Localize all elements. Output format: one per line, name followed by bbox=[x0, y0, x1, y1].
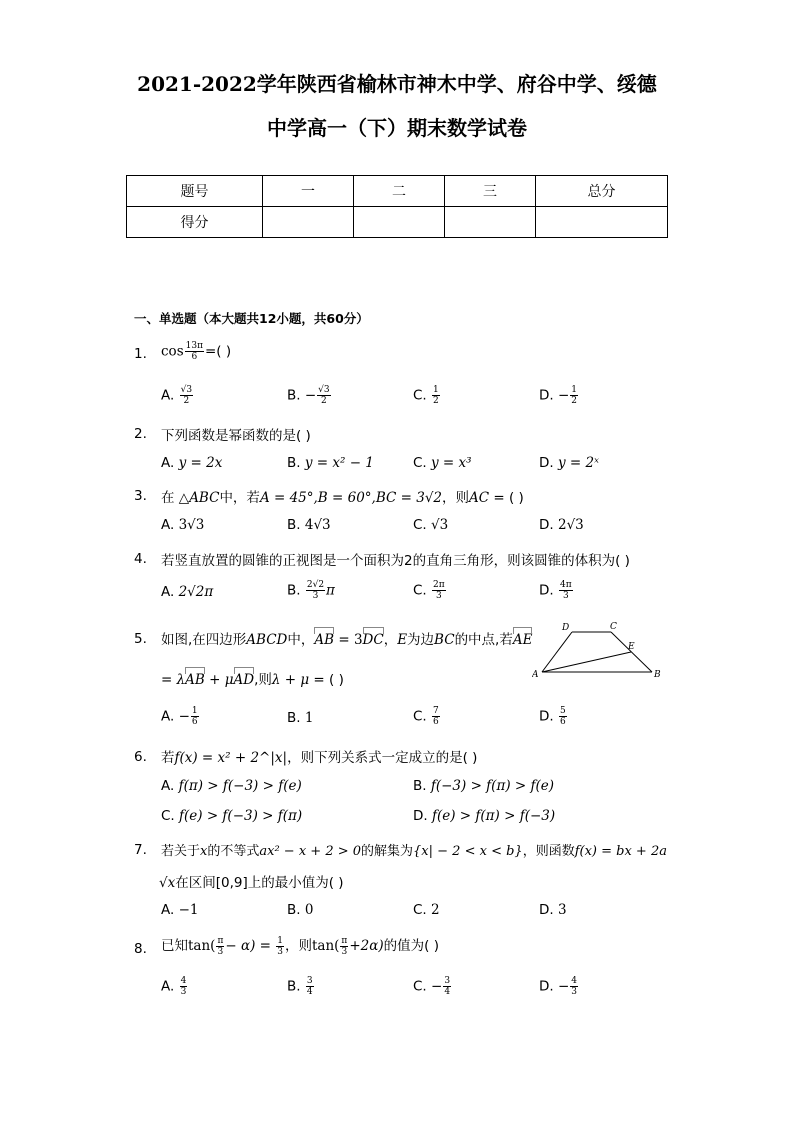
option-text: √3 bbox=[431, 517, 449, 533]
label-b: B bbox=[654, 670, 661, 680]
option-d[interactable] bbox=[539, 517, 584, 533]
score-cell: 得分 bbox=[127, 207, 263, 238]
option-label: A. bbox=[161, 584, 175, 600]
option-label: D. − bbox=[539, 387, 570, 404]
question-number: 5. bbox=[134, 631, 147, 647]
option-label: B. bbox=[413, 778, 427, 794]
option-a[interactable] bbox=[161, 584, 213, 600]
question-2-stem: 下列函数是幂函数的是( ) bbox=[161, 428, 311, 444]
edge-cb bbox=[611, 632, 652, 672]
stem-text: 已知 bbox=[161, 938, 188, 954]
frac-num: 13π bbox=[185, 341, 203, 351]
option-b[interactable] bbox=[287, 385, 332, 406]
stem-text: 如图,在四边形 bbox=[161, 632, 247, 648]
math-text: f(x) = bx + 2a bbox=[574, 844, 667, 859]
option-c[interactable] bbox=[413, 580, 447, 601]
option-c[interactable] bbox=[413, 517, 448, 533]
math-text: = 3 bbox=[334, 632, 363, 648]
math-text: = λ bbox=[161, 672, 186, 688]
vector-ad bbox=[234, 672, 255, 688]
stem-text: 为边 bbox=[407, 632, 435, 648]
frac-num: 2√2 bbox=[306, 580, 325, 590]
label-d: D bbox=[562, 623, 570, 633]
math-text: AB bbox=[314, 632, 335, 648]
option-a[interactable] bbox=[161, 778, 302, 794]
fraction bbox=[432, 580, 446, 601]
score-cell[interactable] bbox=[354, 207, 445, 238]
option-b[interactable] bbox=[287, 580, 335, 601]
score-table-score-row bbox=[127, 207, 668, 238]
fraction bbox=[443, 976, 451, 997]
math-text: tan( bbox=[188, 938, 216, 954]
vector-dc bbox=[363, 632, 384, 648]
option-text: f(e) > f(−3) > f(π) bbox=[179, 808, 303, 824]
option-text: y = x³ bbox=[431, 455, 472, 471]
frac-num: π bbox=[217, 935, 224, 946]
frac-den: 2 bbox=[433, 396, 439, 406]
question-number: 1. bbox=[134, 346, 147, 362]
quadrilateral-figure bbox=[532, 620, 662, 682]
score-cell[interactable] bbox=[536, 207, 668, 238]
option-text: −1 bbox=[178, 902, 199, 918]
option-b[interactable] bbox=[287, 517, 331, 533]
fraction bbox=[340, 936, 348, 957]
option-text: f(π) > f(−3) > f(e) bbox=[178, 778, 302, 794]
frac-den: 2 bbox=[183, 396, 190, 406]
option-a[interactable] bbox=[161, 706, 200, 727]
math-text: AD bbox=[233, 672, 255, 688]
frac-den: 6 bbox=[191, 717, 198, 727]
fraction bbox=[180, 976, 188, 997]
option-d[interactable] bbox=[413, 808, 555, 824]
option-a[interactable] bbox=[161, 902, 199, 918]
score-cell: 总分 bbox=[536, 176, 668, 207]
stem-text: 的中点,若 bbox=[454, 632, 513, 648]
option-b[interactable] bbox=[413, 778, 554, 794]
fraction bbox=[185, 341, 204, 362]
fraction bbox=[276, 936, 284, 957]
question-1-stem bbox=[161, 341, 231, 362]
option-label: C. − bbox=[413, 978, 443, 995]
fraction bbox=[432, 385, 440, 406]
score-cell[interactable] bbox=[263, 207, 354, 238]
option-text: 4√3 bbox=[304, 517, 331, 533]
math-text: ABC bbox=[189, 490, 220, 506]
option-label: D. bbox=[539, 517, 554, 533]
question-number: 8. bbox=[134, 941, 147, 957]
math-text: ax² − x + 2 > 0 bbox=[259, 844, 362, 859]
option-label: C. bbox=[413, 902, 427, 918]
stem-text: 若关于 bbox=[161, 844, 201, 859]
option-text: 2√3 bbox=[557, 517, 584, 533]
option-a[interactable] bbox=[161, 976, 188, 997]
math-text: +2α) bbox=[349, 938, 384, 954]
exam-title-line2: 中学高一（下）期末数学试卷 bbox=[267, 116, 527, 140]
frac-den: 6 bbox=[433, 717, 439, 727]
math-text: {x| − 2 < x < b} bbox=[413, 844, 523, 859]
math-text: − α) = bbox=[225, 938, 276, 954]
math-text: A = 45°,B = 60°,BC = 3√2 bbox=[259, 490, 443, 506]
score-table-header-row bbox=[127, 176, 668, 207]
fraction bbox=[191, 706, 199, 727]
option-d[interactable] bbox=[539, 976, 579, 997]
option-label: A. bbox=[161, 978, 175, 995]
question-number: 4. bbox=[134, 551, 147, 567]
option-text: 2 bbox=[431, 902, 440, 918]
stem-text: ， bbox=[383, 632, 398, 648]
option-label: D. bbox=[539, 455, 554, 471]
option-label: D. bbox=[539, 708, 554, 725]
stem-text: 若 bbox=[161, 750, 175, 766]
question-number: 2. bbox=[134, 426, 147, 442]
score-table bbox=[126, 175, 668, 238]
frac-den: 3 bbox=[180, 987, 187, 997]
question-7-stem-line2 bbox=[159, 871, 344, 891]
math-text: λ + μ bbox=[271, 672, 310, 688]
option-label: A. − bbox=[161, 708, 190, 725]
math-text: AE bbox=[512, 632, 533, 648]
stem-text: 中，若 bbox=[219, 490, 260, 506]
question-3-stem bbox=[161, 486, 524, 506]
math-text: + μ bbox=[204, 672, 234, 688]
option-d[interactable] bbox=[539, 455, 599, 471]
math-text: AB bbox=[185, 672, 205, 688]
vector-ab bbox=[314, 632, 334, 648]
question-8-stem bbox=[161, 934, 439, 957]
fraction bbox=[306, 580, 325, 601]
option-label: A. bbox=[161, 455, 175, 471]
math-text: √x bbox=[159, 875, 176, 891]
score-cell: 三 bbox=[445, 176, 536, 207]
option-b[interactable] bbox=[287, 710, 313, 726]
frac-den: 4 bbox=[306, 987, 313, 997]
option-text: 0 bbox=[304, 902, 314, 918]
option-label: D. bbox=[539, 582, 554, 599]
frac-den: 3 bbox=[341, 946, 348, 957]
frac-num: √3 bbox=[180, 385, 193, 395]
frac-den: 2 bbox=[321, 396, 327, 406]
option-b[interactable] bbox=[287, 902, 313, 918]
option-label: B. bbox=[287, 978, 301, 995]
fraction bbox=[559, 706, 567, 727]
frac-num: 1 bbox=[191, 706, 198, 716]
fraction bbox=[180, 385, 193, 406]
frac-num: 4π bbox=[559, 580, 572, 590]
fraction bbox=[570, 976, 578, 997]
math-text: x bbox=[200, 844, 208, 859]
option-c[interactable] bbox=[413, 455, 472, 471]
question-4-stem: 若竖直放置的圆锥的正视图是一个面积为2的直角三角形，则该圆锥的体积为( ) bbox=[161, 553, 630, 569]
question-7-stem-line1 bbox=[161, 840, 667, 859]
fraction bbox=[317, 385, 330, 406]
fraction bbox=[559, 580, 573, 601]
option-label: B. − bbox=[287, 387, 317, 404]
option-a[interactable] bbox=[161, 455, 222, 471]
frac-num: 7 bbox=[433, 706, 439, 716]
stem-text: 中， bbox=[287, 632, 315, 648]
math-text: f(x) = x² + 2^|x| bbox=[174, 750, 288, 766]
frac-den: 3 bbox=[217, 946, 224, 957]
frac-num: 4 bbox=[180, 976, 187, 986]
stem-text: ，则 bbox=[284, 938, 312, 954]
math-text: BC bbox=[434, 632, 455, 648]
option-text: 1 bbox=[304, 710, 314, 726]
math-text: AC bbox=[469, 490, 490, 506]
option-label: B. bbox=[287, 710, 301, 726]
option-label: B. bbox=[287, 517, 301, 533]
exam-title-line1: 2021-2022学年陕西省榆林市神木中学、府谷中学、绥德 bbox=[137, 72, 657, 96]
option-label: A. bbox=[161, 902, 175, 918]
option-c[interactable] bbox=[413, 385, 441, 406]
frac-num: 1 bbox=[433, 385, 439, 395]
option-label: D. bbox=[413, 808, 428, 824]
option-text: y = x² − 1 bbox=[304, 455, 374, 471]
fraction bbox=[570, 385, 578, 406]
stem-text: = ( ) bbox=[489, 490, 524, 506]
math-text: tan( bbox=[311, 938, 340, 954]
vector-ae bbox=[513, 632, 533, 648]
frac-num: 3 bbox=[306, 976, 313, 986]
option-label: D. bbox=[539, 902, 554, 918]
question-6-stem bbox=[161, 746, 477, 766]
frac-den: 2 bbox=[571, 396, 578, 406]
frac-den: 3 bbox=[312, 591, 319, 601]
option-label: C. bbox=[413, 517, 427, 533]
option-text: 3 bbox=[557, 902, 567, 918]
option-b[interactable] bbox=[287, 976, 315, 997]
option-label: B. bbox=[287, 582, 301, 599]
question-number: 3. bbox=[134, 488, 147, 504]
option-text: 2√2π bbox=[178, 584, 214, 600]
option-label: C. bbox=[413, 582, 427, 599]
math-text: DC bbox=[362, 632, 384, 648]
vector-ab bbox=[185, 672, 205, 688]
fraction bbox=[306, 976, 314, 997]
option-text: f(−3) > f(π) > f(e) bbox=[430, 778, 555, 794]
stem-text: 在区间[0,9]上的最小值为( ) bbox=[175, 875, 344, 891]
option-text: f(e) > f(π) > f(−3) bbox=[431, 808, 556, 824]
fraction bbox=[432, 706, 440, 727]
math-text: =( ) bbox=[205, 343, 232, 360]
option-a[interactable] bbox=[161, 385, 194, 406]
stem-text: ，则下列关系式一定成立的是( ) bbox=[287, 750, 478, 766]
option-label: B. bbox=[287, 902, 301, 918]
frac-num: √3 bbox=[318, 385, 330, 395]
stem-text: = ( ) bbox=[309, 672, 344, 688]
option-c[interactable] bbox=[413, 976, 452, 997]
frac-den: 3 bbox=[562, 591, 569, 601]
option-c[interactable] bbox=[413, 706, 441, 727]
stem-text: 的值为( ) bbox=[383, 938, 439, 954]
frac-num: 1 bbox=[277, 935, 283, 946]
frac-num: 4 bbox=[571, 976, 578, 986]
option-label: A. bbox=[161, 387, 175, 404]
score-cell: 题号 bbox=[127, 176, 263, 207]
stem-text: 在 △ bbox=[161, 490, 190, 506]
option-d[interactable] bbox=[539, 580, 574, 601]
score-cell: 一 bbox=[263, 176, 354, 207]
stem-text: ，则函数 bbox=[522, 844, 575, 859]
frac-den: 6 bbox=[559, 717, 566, 727]
math-text: cos bbox=[161, 343, 184, 360]
option-d[interactable] bbox=[539, 902, 567, 918]
stem-text: ，则 bbox=[442, 490, 470, 506]
option-label: C. bbox=[413, 387, 427, 404]
frac-num: π bbox=[341, 935, 348, 946]
option-label: C. bbox=[413, 455, 427, 471]
frac-den: 6 bbox=[191, 352, 198, 362]
label-e: E bbox=[628, 642, 635, 652]
option-label: B. bbox=[287, 455, 301, 471]
option-label: D. − bbox=[539, 978, 570, 995]
section-heading: 一、单选题（本大题共12小题，共60分） bbox=[134, 311, 369, 326]
frac-den: 4 bbox=[444, 987, 451, 997]
option-label: A. bbox=[161, 778, 175, 794]
option-text: y = 2ˣ bbox=[557, 455, 599, 471]
option-text: y = 2x bbox=[178, 455, 223, 471]
frac-den: 3 bbox=[277, 946, 283, 957]
frac-num: 3 bbox=[444, 976, 451, 986]
option-text: π bbox=[326, 582, 335, 599]
stem-text: ,则 bbox=[254, 672, 272, 688]
question-number: 7. bbox=[134, 842, 147, 858]
option-c[interactable] bbox=[161, 808, 302, 824]
frac-num: 1 bbox=[571, 385, 578, 395]
score-cell[interactable] bbox=[445, 207, 536, 238]
stem-text: 的不等式 bbox=[207, 844, 260, 859]
option-b[interactable] bbox=[287, 455, 374, 471]
option-c[interactable] bbox=[413, 902, 440, 918]
frac-num: 5 bbox=[559, 706, 566, 716]
math-text: E bbox=[397, 632, 408, 648]
label-a: A bbox=[532, 670, 539, 680]
frac-den: 3 bbox=[571, 987, 578, 997]
option-text: 3√3 bbox=[178, 517, 205, 533]
label-c: C bbox=[610, 622, 617, 632]
option-d[interactable] bbox=[539, 385, 579, 406]
option-a[interactable] bbox=[161, 517, 204, 533]
stem-text: 的解集为 bbox=[361, 844, 414, 859]
option-label: C. bbox=[161, 808, 175, 824]
fraction bbox=[216, 936, 224, 957]
question-5-stem-line1 bbox=[161, 628, 532, 648]
frac-den: 3 bbox=[435, 591, 442, 601]
question-number: 6. bbox=[134, 749, 147, 765]
frac-num: 2π bbox=[433, 580, 445, 590]
question-5-stem-line2 bbox=[161, 668, 344, 688]
math-text: ABCD bbox=[246, 632, 288, 648]
option-label: A. bbox=[161, 517, 175, 533]
score-cell: 二 bbox=[354, 176, 445, 207]
option-d[interactable] bbox=[539, 706, 568, 727]
option-label: C. bbox=[413, 708, 427, 725]
